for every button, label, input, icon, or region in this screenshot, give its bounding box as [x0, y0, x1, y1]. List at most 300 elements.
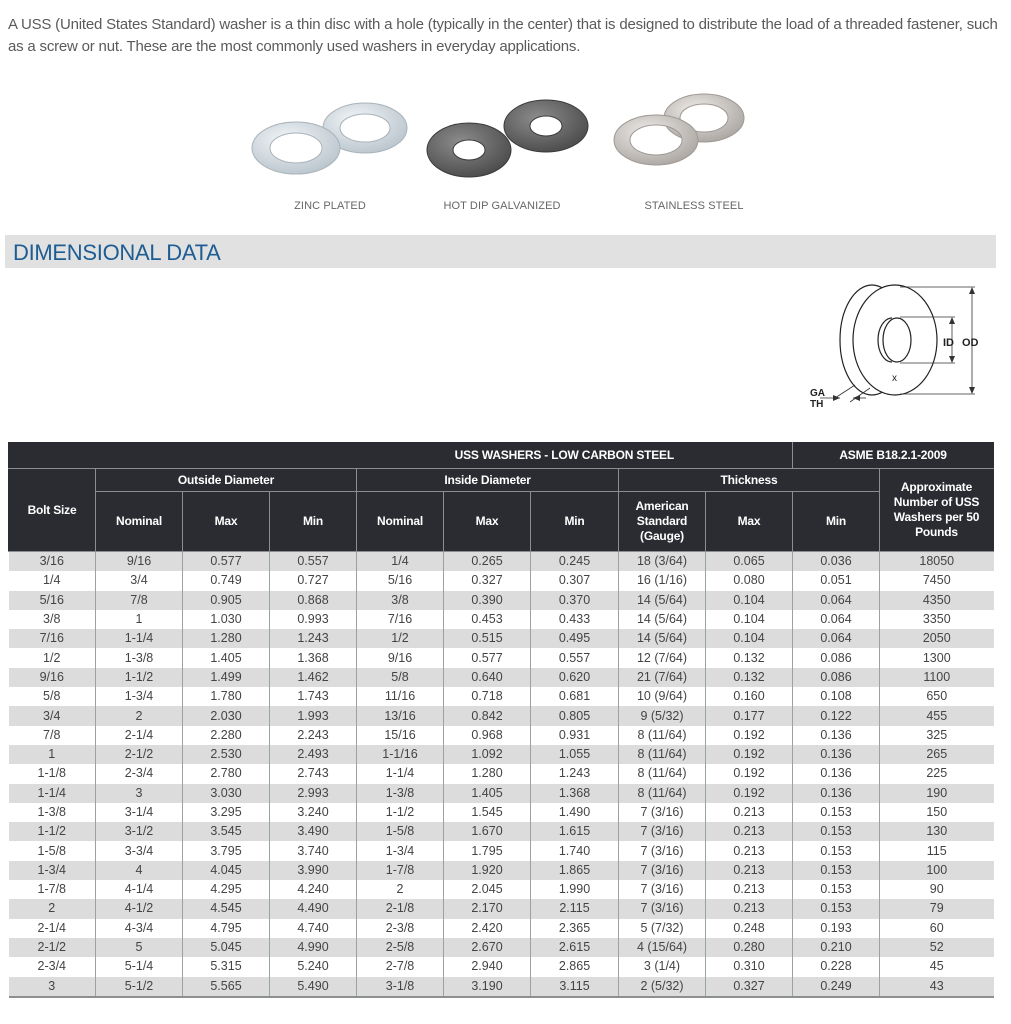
- cell-approx-count: 18050: [880, 552, 994, 572]
- cell-id-max: 0.453: [444, 610, 531, 629]
- cell-id-max: 1.092: [444, 745, 531, 764]
- cell-od-nominal: 7/8: [96, 591, 183, 610]
- cell-od-nominal: 9/16: [96, 552, 183, 572]
- cell-id-max: 2.170: [444, 899, 531, 918]
- product-label: ZINC PLATED: [294, 200, 366, 212]
- cell-od-min: 1.368: [270, 648, 357, 667]
- cell-th-min: 0.051: [793, 571, 880, 590]
- cell-od-min: 2.993: [270, 784, 357, 803]
- cell-approx-count: 115: [880, 841, 994, 860]
- table-row: [9, 629, 994, 648]
- cell-id-max: 3.190: [444, 977, 531, 997]
- cell-od-min: 4.240: [270, 880, 357, 899]
- cell-th-min: 0.153: [793, 861, 880, 880]
- cell-th-min: 0.153: [793, 841, 880, 860]
- cell-od-nominal: 1-1/2: [96, 668, 183, 687]
- table-row: [9, 610, 994, 629]
- cell-th-max: 0.327: [706, 977, 793, 997]
- cell-th-max: 0.080: [706, 571, 793, 590]
- cell-od-nominal: 3-3/4: [96, 841, 183, 860]
- cell-th-gauge: 14 (5/64): [619, 610, 706, 629]
- cell-th-min: 0.228: [793, 957, 880, 976]
- cell-id-min: 3.115: [531, 977, 619, 997]
- cell-th-max: 0.213: [706, 803, 793, 822]
- cell-id-nominal: 1-1/16: [357, 745, 444, 764]
- cell-th-max: 0.104: [706, 629, 793, 648]
- cell-od-max: 5.565: [183, 977, 270, 997]
- cell-th-gauge: 5 (7/32): [619, 919, 706, 938]
- cell-th-gauge: 7 (3/16): [619, 803, 706, 822]
- cell-id-nominal: 13/16: [357, 706, 444, 725]
- product-finishes: [240, 88, 770, 228]
- cell-id-max: 0.842: [444, 706, 531, 725]
- cell-od-nominal: 2-3/4: [96, 764, 183, 783]
- cell-id-nominal: 1-3/8: [357, 784, 444, 803]
- cell-th-min: 0.249: [793, 977, 880, 997]
- cell-bolt-size: 1-5/8: [9, 841, 96, 860]
- cell-od-nominal: 2-1/2: [96, 745, 183, 764]
- cell-th-gauge: 8 (11/64): [619, 726, 706, 745]
- cell-id-max: 0.577: [444, 648, 531, 667]
- cell-od-min: 4.490: [270, 899, 357, 918]
- cell-od-min: 1.993: [270, 706, 357, 725]
- header-th-max: Max: [706, 492, 793, 552]
- cell-od-min: 2.493: [270, 745, 357, 764]
- header-approx-count: Approximate Number of USS Washers per 50 Pounds: [880, 469, 994, 552]
- table-row: [9, 841, 994, 860]
- cell-th-max: 0.160: [706, 687, 793, 706]
- cell-th-gauge: 7 (3/16): [619, 822, 706, 841]
- cell-th-max: 0.132: [706, 668, 793, 687]
- header-bolt-size: Bolt Size: [9, 469, 96, 552]
- cell-approx-count: 1300: [880, 648, 994, 667]
- cell-od-min: 1.743: [270, 687, 357, 706]
- cell-th-max: 0.104: [706, 591, 793, 610]
- cell-th-min: 0.153: [793, 880, 880, 899]
- cell-th-gauge: 14 (5/64): [619, 591, 706, 610]
- cell-od-min: 1.462: [270, 668, 357, 687]
- cell-od-max: 0.749: [183, 571, 270, 590]
- cell-od-max: 3.030: [183, 784, 270, 803]
- cell-bolt-size: 1/4: [9, 571, 96, 590]
- header-outside-diameter: Outside Diameter: [96, 469, 357, 492]
- washer-dimension-diagram: [800, 280, 1000, 420]
- cell-id-max: 0.968: [444, 726, 531, 745]
- cell-id-nominal: 1/2: [357, 629, 444, 648]
- cell-id-min: 1.740: [531, 841, 619, 860]
- cell-bolt-size: 5/8: [9, 687, 96, 706]
- table-row: [9, 861, 994, 880]
- cell-id-max: 0.327: [444, 571, 531, 590]
- cell-approx-count: 265: [880, 745, 994, 764]
- cell-id-nominal: 7/16: [357, 610, 444, 629]
- cell-bolt-size: 1-3/8: [9, 803, 96, 822]
- cell-th-min: 0.210: [793, 938, 880, 957]
- diagram-x-label: x: [892, 373, 897, 384]
- cell-id-min: 0.245: [531, 552, 619, 572]
- cell-approx-count: 7450: [880, 571, 994, 590]
- cell-id-min: 2.365: [531, 919, 619, 938]
- washer-diagram-icon: [800, 280, 1000, 420]
- cell-th-gauge: 10 (9/64): [619, 687, 706, 706]
- cell-id-min: 1.490: [531, 803, 619, 822]
- cell-od-min: 0.727: [270, 571, 357, 590]
- cell-th-min: 0.064: [793, 629, 880, 648]
- cell-id-min: 2.615: [531, 938, 619, 957]
- cell-approx-count: 90: [880, 880, 994, 899]
- cell-od-min: 3.740: [270, 841, 357, 860]
- cell-id-max: 2.670: [444, 938, 531, 957]
- cell-approx-count: 650: [880, 687, 994, 706]
- cell-id-min: 2.865: [531, 957, 619, 976]
- cell-od-min: 0.557: [270, 552, 357, 572]
- hot-dip-galvanized-washers-image: [412, 88, 592, 188]
- cell-id-nominal: 15/16: [357, 726, 444, 745]
- cell-od-nominal: 3: [96, 784, 183, 803]
- cell-od-max: 3.295: [183, 803, 270, 822]
- cell-approx-count: 3350: [880, 610, 994, 629]
- cell-th-max: 0.192: [706, 764, 793, 783]
- cell-bolt-size: 3/16: [9, 552, 96, 572]
- cell-id-min: 0.557: [531, 648, 619, 667]
- cell-th-gauge: 7 (3/16): [619, 841, 706, 860]
- cell-od-max: 2.530: [183, 745, 270, 764]
- cell-id-nominal: 11/16: [357, 687, 444, 706]
- cell-id-min: 1.055: [531, 745, 619, 764]
- cell-od-min: 5.490: [270, 977, 357, 997]
- cell-id-max: 0.718: [444, 687, 531, 706]
- cell-od-max: 3.545: [183, 822, 270, 841]
- cell-od-min: 5.240: [270, 957, 357, 976]
- cell-id-max: 2.045: [444, 880, 531, 899]
- cell-th-gauge: 2 (5/32): [619, 977, 706, 997]
- cell-id-min: 0.495: [531, 629, 619, 648]
- cell-bolt-size: 2-3/4: [9, 957, 96, 976]
- cell-id-nominal: 2-3/8: [357, 919, 444, 938]
- cell-od-min: 4.990: [270, 938, 357, 957]
- cell-bolt-size: 3/8: [9, 610, 96, 629]
- cell-approx-count: 2050: [880, 629, 994, 648]
- cell-id-min: 0.370: [531, 591, 619, 610]
- cell-od-max: 1.280: [183, 629, 270, 648]
- cell-bolt-size: 9/16: [9, 668, 96, 687]
- cell-th-min: 0.153: [793, 803, 880, 822]
- cell-od-max: 2.030: [183, 706, 270, 725]
- cell-id-nominal: 1-1/2: [357, 803, 444, 822]
- cell-th-min: 0.193: [793, 919, 880, 938]
- cell-th-min: 0.153: [793, 899, 880, 918]
- cell-approx-count: 45: [880, 957, 994, 976]
- cell-th-min: 0.136: [793, 726, 880, 745]
- cell-th-gauge: 8 (11/64): [619, 745, 706, 764]
- zinc-plated-washers-image: [240, 88, 420, 188]
- cell-th-min: 0.036: [793, 552, 880, 572]
- cell-od-min: 2.243: [270, 726, 357, 745]
- cell-th-gauge: 7 (3/16): [619, 880, 706, 899]
- cell-od-min: 4.740: [270, 919, 357, 938]
- table-row: [9, 784, 994, 803]
- cell-bolt-size: 3: [9, 977, 96, 997]
- cell-approx-count: 150: [880, 803, 994, 822]
- table-row: [9, 745, 994, 764]
- cell-id-max: 0.390: [444, 591, 531, 610]
- cell-th-gauge: 14 (5/64): [619, 629, 706, 648]
- cell-th-max: 0.213: [706, 861, 793, 880]
- cell-id-min: 1.865: [531, 861, 619, 880]
- cell-bolt-size: 7/8: [9, 726, 96, 745]
- table-row: [9, 977, 994, 997]
- cell-bolt-size: 2: [9, 899, 96, 918]
- cell-th-gauge: 16 (1/16): [619, 571, 706, 590]
- cell-id-nominal: 1/4: [357, 552, 444, 572]
- cell-approx-count: 225: [880, 764, 994, 783]
- product-zinc-plated: [240, 88, 420, 223]
- header-th-gauge: American Standard (Gauge): [619, 492, 706, 552]
- cell-id-max: 2.420: [444, 919, 531, 938]
- cell-id-min: 1.243: [531, 764, 619, 783]
- header-thickness: Thickness: [619, 469, 880, 492]
- cell-th-min: 0.086: [793, 648, 880, 667]
- table-row: [9, 880, 994, 899]
- cell-th-min: 0.136: [793, 745, 880, 764]
- cell-id-nominal: 1-7/8: [357, 861, 444, 880]
- cell-bolt-size: 2-1/4: [9, 919, 96, 938]
- cell-od-max: 4.545: [183, 899, 270, 918]
- cell-od-max: 2.280: [183, 726, 270, 745]
- cell-approx-count: 79: [880, 899, 994, 918]
- cell-od-max: 4.795: [183, 919, 270, 938]
- cell-th-max: 0.192: [706, 745, 793, 764]
- cell-th-min: 0.064: [793, 591, 880, 610]
- cell-od-max: 3.795: [183, 841, 270, 860]
- cell-od-nominal: 2: [96, 706, 183, 725]
- cell-id-nominal: 9/16: [357, 648, 444, 667]
- cell-th-gauge: 7 (3/16): [619, 899, 706, 918]
- cell-od-nominal: 5: [96, 938, 183, 957]
- uss-washer-table: [8, 442, 994, 998]
- cell-approx-count: 455: [880, 706, 994, 725]
- cell-id-min: 0.681: [531, 687, 619, 706]
- cell-id-max: 1.795: [444, 841, 531, 860]
- cell-bolt-size: 7/16: [9, 629, 96, 648]
- cell-od-nominal: 5-1/2: [96, 977, 183, 997]
- cell-od-max: 4.045: [183, 861, 270, 880]
- cell-od-min: 3.490: [270, 822, 357, 841]
- cell-id-nominal: 5/8: [357, 668, 444, 687]
- cell-bolt-size: 3/4: [9, 706, 96, 725]
- cell-od-nominal: 4-1/4: [96, 880, 183, 899]
- cell-id-nominal: 2-5/8: [357, 938, 444, 957]
- cell-od-nominal: 4-1/2: [96, 899, 183, 918]
- cell-approx-count: 190: [880, 784, 994, 803]
- cell-od-min: 3.240: [270, 803, 357, 822]
- cell-od-max: 5.315: [183, 957, 270, 976]
- table-row: [9, 552, 994, 572]
- table-row: [9, 919, 994, 938]
- cell-id-max: 1.405: [444, 784, 531, 803]
- table-row: [9, 803, 994, 822]
- cell-id-nominal: 1-5/8: [357, 822, 444, 841]
- cell-th-min: 0.153: [793, 822, 880, 841]
- product-label: HOT DIP GALVANIZED: [443, 200, 561, 212]
- cell-approx-count: 4350: [880, 591, 994, 610]
- header-od-nominal: Nominal: [96, 492, 183, 552]
- cell-th-max: 0.104: [706, 610, 793, 629]
- cell-id-max: 0.515: [444, 629, 531, 648]
- cell-bolt-size: 2-1/2: [9, 938, 96, 957]
- cell-id-max: 0.265: [444, 552, 531, 572]
- cell-id-nominal: 2: [357, 880, 444, 899]
- diagram-od-label: OD: [962, 337, 979, 349]
- cell-th-max: 0.132: [706, 648, 793, 667]
- cell-od-max: 0.577: [183, 552, 270, 572]
- cell-od-nominal: 1-1/4: [96, 629, 183, 648]
- cell-approx-count: 52: [880, 938, 994, 957]
- cell-od-max: 1.780: [183, 687, 270, 706]
- cell-id-min: 1.615: [531, 822, 619, 841]
- cell-od-max: 1.030: [183, 610, 270, 629]
- table-row: [9, 822, 994, 841]
- cell-th-max: 0.213: [706, 822, 793, 841]
- header-od-max: Max: [183, 492, 270, 552]
- cell-th-gauge: 12 (7/64): [619, 648, 706, 667]
- table-row: [9, 957, 994, 976]
- cell-od-nominal: 1-3/8: [96, 648, 183, 667]
- header-od-min: Min: [270, 492, 357, 552]
- cell-th-gauge: 8 (11/64): [619, 784, 706, 803]
- diagram-id-label: ID: [943, 337, 954, 349]
- cell-th-gauge: 21 (7/64): [619, 668, 706, 687]
- cell-th-max: 0.192: [706, 784, 793, 803]
- diagram-ga-label: GA: [810, 388, 825, 399]
- cell-od-max: 2.780: [183, 764, 270, 783]
- cell-od-min: 0.868: [270, 591, 357, 610]
- cell-bolt-size: 1-1/4: [9, 784, 96, 803]
- cell-approx-count: 130: [880, 822, 994, 841]
- cell-od-nominal: 5-1/4: [96, 957, 183, 976]
- cell-id-nominal: 1-1/4: [357, 764, 444, 783]
- cell-od-max: 0.905: [183, 591, 270, 610]
- table-row: [9, 591, 994, 610]
- cell-th-max: 0.248: [706, 919, 793, 938]
- cell-id-min: 0.620: [531, 668, 619, 687]
- cell-od-nominal: 3-1/4: [96, 803, 183, 822]
- cell-th-max: 0.310: [706, 957, 793, 976]
- cell-id-max: 1.670: [444, 822, 531, 841]
- cell-id-min: 0.805: [531, 706, 619, 725]
- cell-th-min: 0.122: [793, 706, 880, 725]
- cell-od-nominal: 4-3/4: [96, 919, 183, 938]
- cell-od-nominal: 1-3/4: [96, 687, 183, 706]
- header-id-min: Min: [531, 492, 619, 552]
- table-title: USS WASHERS - LOW CARBON STEEL: [9, 443, 793, 469]
- table-row: [9, 726, 994, 745]
- cell-bolt-size: 1-7/8: [9, 880, 96, 899]
- product-stainless-steel: [604, 88, 784, 223]
- diagram-th-label: TH: [810, 399, 824, 410]
- cell-th-max: 0.213: [706, 899, 793, 918]
- cell-id-max: 2.940: [444, 957, 531, 976]
- cell-id-min: 1.990: [531, 880, 619, 899]
- header-id-max: Max: [444, 492, 531, 552]
- cell-th-gauge: 18 (3/64): [619, 552, 706, 572]
- header-inside-diameter: Inside Diameter: [357, 469, 619, 492]
- cell-th-gauge: 3 (1/4): [619, 957, 706, 976]
- header-th-min: Min: [793, 492, 880, 552]
- cell-approx-count: 1100: [880, 668, 994, 687]
- section-header: [5, 235, 996, 268]
- cell-id-nominal: 3/8: [357, 591, 444, 610]
- table-row: [9, 706, 994, 725]
- cell-th-min: 0.136: [793, 784, 880, 803]
- cell-id-nominal: 2-1/8: [357, 899, 444, 918]
- product-hot-dip-galvanized: [412, 88, 592, 223]
- cell-od-nominal: 1: [96, 610, 183, 629]
- table-row: [9, 764, 994, 783]
- product-label: STAINLESS STEEL: [644, 200, 744, 212]
- header-id-nominal: Nominal: [357, 492, 444, 552]
- cell-approx-count: 43: [880, 977, 994, 997]
- cell-od-max: 5.045: [183, 938, 270, 957]
- cell-id-min: 0.931: [531, 726, 619, 745]
- cell-bolt-size: 5/16: [9, 591, 96, 610]
- stainless-steel-washers-image: [604, 88, 784, 188]
- cell-bolt-size: 1/2: [9, 648, 96, 667]
- table-row: [9, 571, 994, 590]
- cell-id-nominal: 5/16: [357, 571, 444, 590]
- cell-th-max: 0.192: [706, 726, 793, 745]
- cell-approx-count: 60: [880, 919, 994, 938]
- table-row: [9, 668, 994, 687]
- cell-od-max: 1.499: [183, 668, 270, 687]
- table-row: [9, 938, 994, 957]
- cell-od-max: 1.405: [183, 648, 270, 667]
- cell-id-max: 1.920: [444, 861, 531, 880]
- cell-id-min: 0.433: [531, 610, 619, 629]
- cell-id-nominal: 1-3/4: [357, 841, 444, 860]
- cell-od-nominal: 2-1/4: [96, 726, 183, 745]
- cell-bolt-size: 1-1/2: [9, 822, 96, 841]
- cell-od-nominal: 3-1/2: [96, 822, 183, 841]
- cell-od-min: 3.990: [270, 861, 357, 880]
- table-body: [9, 552, 994, 997]
- cell-th-max: 0.280: [706, 938, 793, 957]
- cell-th-gauge: 8 (11/64): [619, 764, 706, 783]
- cell-th-max: 0.065: [706, 552, 793, 572]
- cell-id-min: 2.115: [531, 899, 619, 918]
- cell-bolt-size: 1-1/8: [9, 764, 96, 783]
- table-row: [9, 687, 994, 706]
- cell-od-nominal: 3/4: [96, 571, 183, 590]
- cell-id-min: 1.368: [531, 784, 619, 803]
- cell-th-gauge: 4 (15/64): [619, 938, 706, 957]
- cell-bolt-size: 1-3/4: [9, 861, 96, 880]
- section-title: DIMENSIONAL DATA: [13, 240, 221, 265]
- cell-od-min: 0.993: [270, 610, 357, 629]
- cell-approx-count: 325: [880, 726, 994, 745]
- table-row: [9, 899, 994, 918]
- cell-id-max: 0.640: [444, 668, 531, 687]
- cell-th-gauge: 9 (5/32): [619, 706, 706, 725]
- cell-id-max: 1.545: [444, 803, 531, 822]
- cell-approx-count: 100: [880, 861, 994, 880]
- cell-od-nominal: 4: [96, 861, 183, 880]
- table-row: [9, 648, 994, 667]
- cell-bolt-size: 1: [9, 745, 96, 764]
- cell-th-min: 0.064: [793, 610, 880, 629]
- cell-th-min: 0.086: [793, 668, 880, 687]
- table-standard: ASME B18.2.1-2009: [793, 443, 994, 469]
